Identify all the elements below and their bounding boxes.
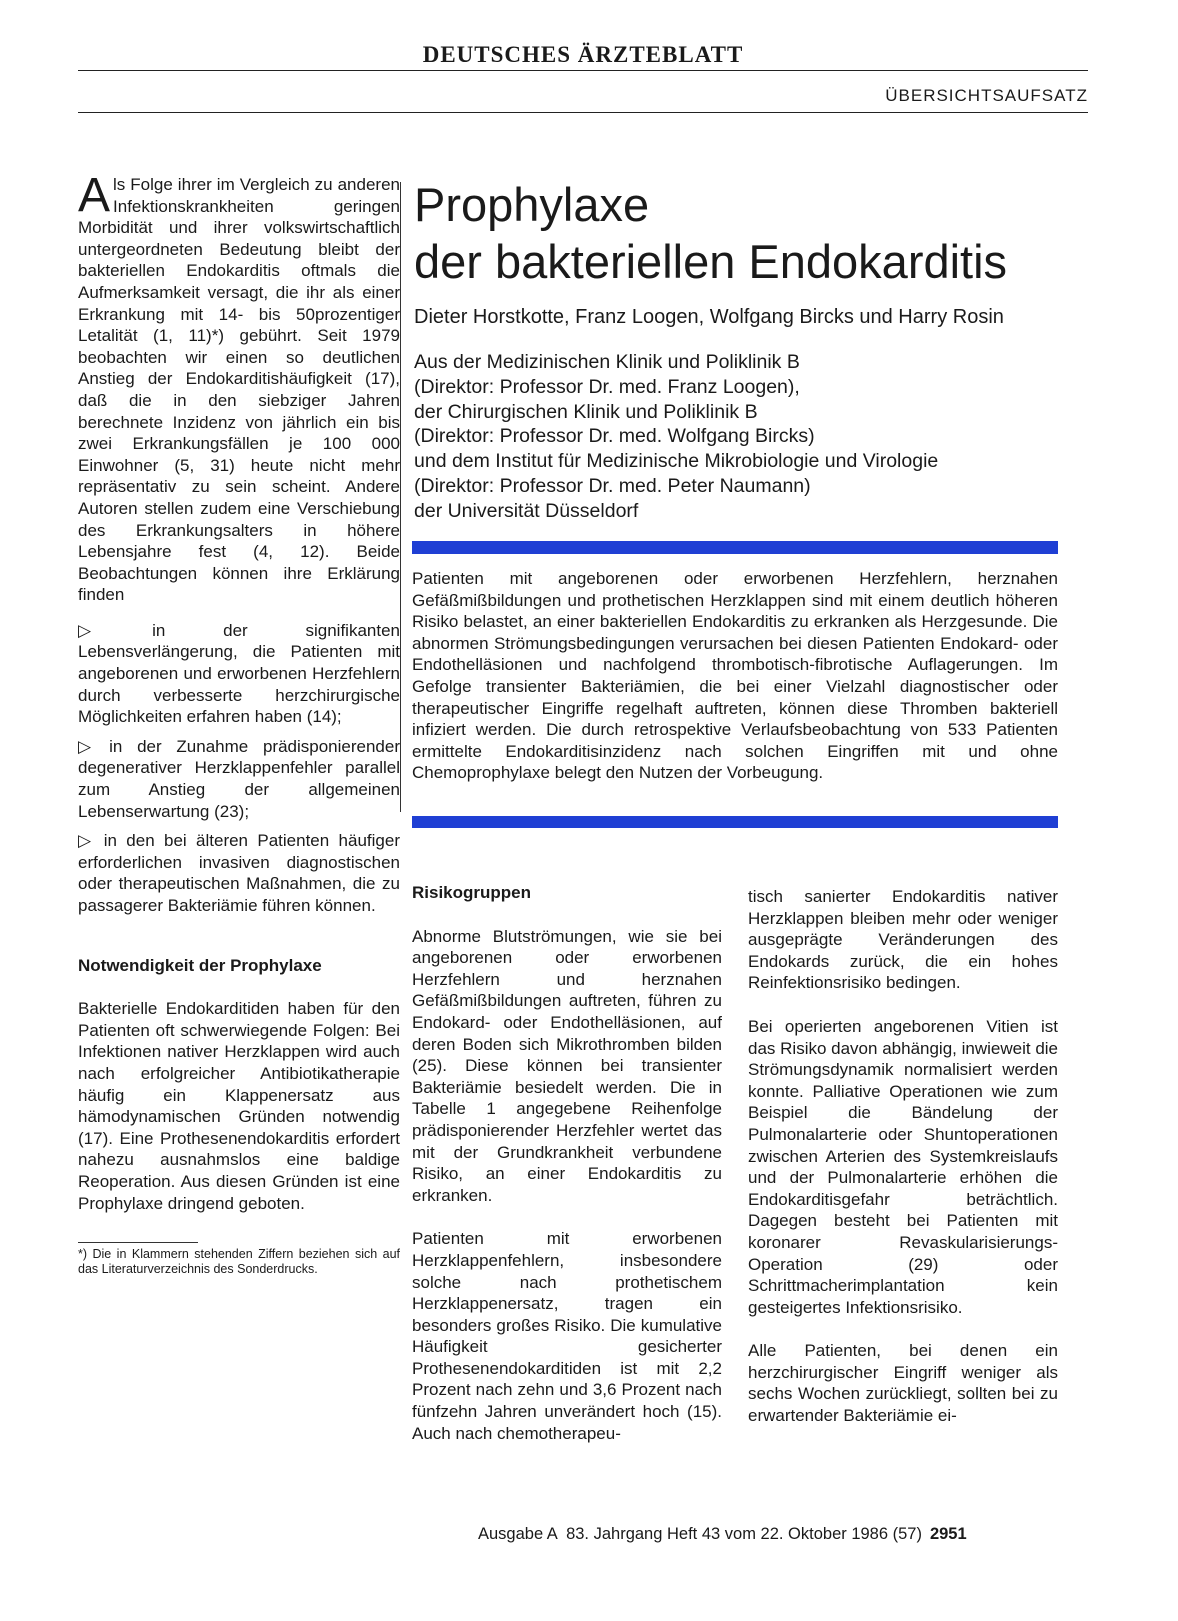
column-divider (400, 182, 401, 812)
triangle-bullet-icon: ▷ (78, 620, 145, 640)
journal-masthead: DEUTSCHES ÄRZTEBLATT (422, 42, 744, 67)
affiliation-line: (Direktor: Professor Dr. med. Peter Naumann) (414, 474, 811, 497)
paragraph: tisch sanierter Endokarditis nativer Herzklappen bleiben mehr oder weniger ausgeprägte Veränderungen des Endokards zurück, die ein hohes Reinfektionsrisiko bedingen. (748, 887, 1058, 993)
section-heading-prophylaxe: Notwendigkeit der Prophylaxe (78, 955, 322, 975)
authors: Dieter Horstkotte, Franz Loogen, Wolfgang Bircks und Harry Rosin (414, 306, 1004, 328)
paragraph: Bakterielle Endokarditiden haben für den Patienten oft schwerwiegende Folgen: Bei Infektionen nativer Herzklappen wird auch nach erfolgreicher Antibiotikatherapie häufig ein Klappenersatz aus hämodynamischen Gründen notwendig (17). Eine Prothesenendokarditis erfordert nahezu ausnahmslos eine baldige Reoperation. Aus diesen Gründen ist eine Prophylaxe dringend geboten. (78, 999, 400, 1213)
bullet-item: ▷ in der signifikanten Lebensverlängerung, die Patienten mit angeborenen und erworbenen Herzfehlern durch verbesserte herzchirurgische Möglichkeiten erfahren haben (14); (78, 620, 400, 727)
page-footer (478, 1525, 1058, 1544)
header-rule (78, 112, 1088, 113)
affiliation-line: der Chirurgischen Klinik und Poliklinik B (414, 400, 758, 423)
right-column (748, 886, 1058, 1427)
section-heading-risikogruppen: Risikogruppen (412, 883, 532, 902)
paragraph: Abnorme Blutströmungen, wie sie bei angeborenen oder erworbenen Herzfehlern und herznahen Gefäßmißbildungen auftreten, führen zu Endokard- oder Endothelläsionen, auf deren Boden sich Mikrothromben bilden (25). Diese können bei transienter Bakteriämie besiedelt werden. Die in Tabelle 1 angegebene Reihenfolge prädisponierender Herzfehler wertet das mit der Grundkrankheit verbundene Risiko, an einer Endokarditis zu erkranken. (412, 926, 722, 1205)
page-number: 2951 (929, 1525, 967, 1543)
affiliation-line: (Direktor: Professor Dr. med. Wolfgang Bircks) (414, 425, 815, 448)
paragraph: Alle Patienten, bei denen ein herzchirurgischer Eingriff weniger als sechs Wochen zurückliegt, sollten bei zu erwartender Bakteriämie ei- (748, 1341, 1058, 1426)
triangle-bullet-icon: ▷ (78, 831, 96, 851)
bullet-item: ▷ in den bei älteren Patienten häufiger erforderlichen invasiven diagnostischen oder therapeutischen Maßnahmen, die zu passagerer Bakteriämie führen können. (78, 831, 400, 915)
article-title (414, 176, 1074, 290)
footnote: *) Die in Klammern stehenden Ziffern beziehen sich auf das Literaturverzeichnis des Sonderdrucks. (78, 1247, 400, 1277)
abstract: Patienten mit angeborenen oder erworbenen Herzfehlern, herznahen Gefäßmißbildungen und prothetischen Herzklappen sind mit einem deutlich höheren Risiko belastet, an einer bakteriellen Endokarditis zu erkranken als Herzgesunde. Die abnormen Strömungsbedingungen verursachen bei diesen Patienten Endokard- oder Endothelläsionen und nachfolgend thrombotisch-fibrotische Auflagerungen. Im Gefolge transienter Bakteriämien, die bei einer Vielzahl diagnostischer oder therapeutischer Eingriffe regelhaft auftreten, können diese Thromben bakteriell infiziert werden. Die durch retrospektive Verlaufsbeobachtung von 533 Patienten ermittelte Endokarditisinzidenz nach solchen Eingriffen mit und ohne Chemoprophylaxe belegt den Nutzen der Vorbeugung. (412, 569, 1058, 783)
triangle-bullet-icon: ▷ (78, 736, 102, 756)
footnote-rule (78, 1242, 198, 1243)
bullet-item: ▷ in der Zunahme prädisponierender degenerativer Herzklappenfehler parallel zum Anstieg der allgemeinen Lebenserwartung (23); (78, 736, 401, 821)
issue-info: Ausgabe A 83. Jahrgang Heft 43 vom 22. Oktober 1986 (57) (478, 1525, 922, 1543)
affiliation-line: Aus der Medizinischen Klinik und Poliklinik B (414, 351, 800, 373)
paragraph: Bei operierten angeborenen Vitien ist das Risiko davon abhängig, inwieweit die Strömungsdynamik normalisiert werden konnte. Palliative Operationen wie zum Beispiel die Bändelung der Pulmonalarterie oder Shuntoperationen zwischen Arterien des Systemkreislaufs und der Pulmonalarterie erhöhen die Endokarditisgefahr beträchtlich. Dagegen besteht bei Patienten mit koronarer Revaskularisierungs-Operation (29) oder Schrittmacherimplantation kein gesteigertes Infektionsrisiko. (748, 1016, 1058, 1317)
title-line: Prophylaxe (414, 178, 650, 231)
affiliation-line: und dem Institut für Medizinische Mikrobiologie und Virologie (414, 450, 939, 473)
affiliation-line: der Universität Düsseldorf (414, 499, 639, 522)
abstract-top-bar (412, 541, 1058, 554)
left-column (78, 169, 401, 1277)
title-line: der bakteriellen Endokarditis (414, 235, 1008, 288)
affiliation (414, 350, 1074, 524)
masthead-rule (78, 70, 1088, 71)
abstract-bottom-bar (412, 816, 1058, 828)
paragraph: Patienten mit erworbenen Herzklappenfehlern, insbesondere solche nach prothetischem Herzklappenersatz, tragen ein besonders großes Risiko. Die kumulative Häufigkeit gesicherter Prothesenendokarditiden ist mit 2,2 Prozent nach zehn und 3,6 Prozent nach fünfzehn Jahren unverändert hoch (15). Auch nach chemotherapeu- (412, 1229, 722, 1443)
affiliation-line: (Direktor: Professor Dr. med. Franz Loogen), (414, 375, 800, 398)
intro-paragraph: Als Folge ihrer im Vergleich zu anderen Infektionskrankheiten geringen Morbidität und ihrer volkswirtschaftlich untergeordneten Bedeutung bleibt der bakteriellen Endokarditis oftmals die Aufmerksamkeit versagt, die ihr als einer Erkrankung mit 14- bis 50prozentiger Letalität (1, 11)*) gebührt. Seit 1979 beobachten wir einen so deutlichen Anstieg der Endokarditishäufigkeit (17), daß die in den siebziger Jahren berechnete Inzidenz von jährlich ein bis zwei Erkrankungsfällen je 100 000 Einwohner (5, 31) heute nicht mehr repräsentativ zu sein scheint. Andere Autoren stellen zudem eine Verschiebung des Erkrankungsalters in höhere Lebensjahre fest (4, 12). Beide Beobachtungen können ihre Erklärung finden (78, 169, 400, 605)
drop-cap: A (78, 169, 111, 222)
middle-column (412, 882, 722, 1444)
section-label: ÜBERSICHTSAUFSATZ (885, 86, 1088, 105)
